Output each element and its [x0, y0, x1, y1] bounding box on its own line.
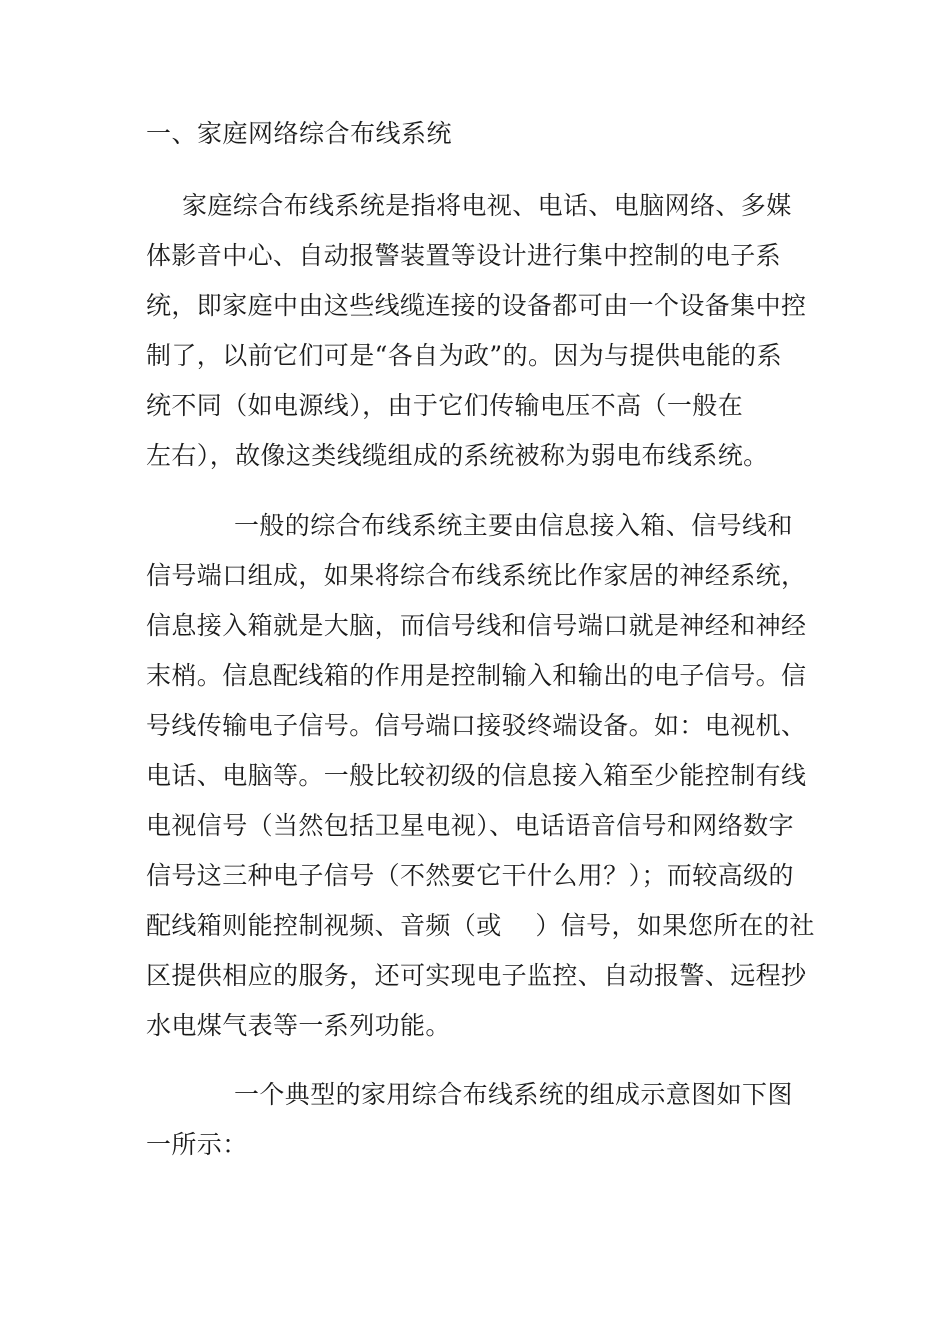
paragraph-components: [146, 501, 815, 1051]
paragraph-line: 统不同（如电源线），由于它们传输电压不高（一般在: [146, 391, 744, 420]
paragraph-line: 信号端口组成，如果将综合布线系统比作家居的神经系统，: [146, 561, 807, 590]
paragraph-line: 末梢。信息配线箱的作用是控制输入和输出的电子信号。信: [146, 661, 807, 690]
paragraph-line: 体影音中心、自动报警装置等设计进行集中控制的电子系: [146, 241, 782, 270]
paragraph-intro: [146, 181, 810, 481]
paragraph-diagram-intro: [146, 1070, 810, 1170]
paragraph-line: 家庭综合布线系统是指将电视、电话、电脑网络、多媒: [182, 191, 792, 220]
section-heading: 一、家庭网络综合布线系统: [146, 119, 453, 148]
paragraph-line: 号线传输电子信号。信号端口接驳终端设备。如：电视机、: [146, 711, 807, 740]
paragraph-line: 一所示：: [146, 1130, 248, 1159]
paragraph-line: 信号这三种电子信号（不然要它干什么用？）；而较高级的: [146, 861, 794, 890]
paragraph-line: 统，即家庭中由这些线缆连接的设备都可由一个设备集中控: [146, 291, 807, 320]
paragraph-line: 信息接入箱就是大脑，而信号线和信号端口就是神经和神经: [146, 611, 807, 640]
paragraph-line: 一个典型的家用综合布线系统的组成示意图如下图: [234, 1080, 793, 1109]
paragraph-line: 区提供相应的服务，还可实现电子监控、自动报警、远程抄: [146, 961, 807, 990]
paragraph-line: 电视信号（当然包括卫星电视）、电话语音信号和网络数字: [146, 811, 794, 840]
paragraph-line: 左右），故像这类线缆组成的系统被称为弱电布线系统。: [146, 441, 769, 470]
paragraph-line: 一般的综合布线系统主要由信息接入箱、信号线和: [234, 511, 793, 540]
paragraph-line: 配线箱则能控制视频、音频（或 ）信号，如果您所在的社: [146, 911, 815, 940]
paragraph-line: 水电煤气表等一系列功能。: [146, 1011, 451, 1040]
paragraph-line: 电话、电脑等。一般比较初级的信息接入箱至少能控制有线: [146, 761, 807, 790]
paragraph-line: 制了，以前它们可是“各自为政”的。因为与提供电能的系: [146, 341, 782, 370]
